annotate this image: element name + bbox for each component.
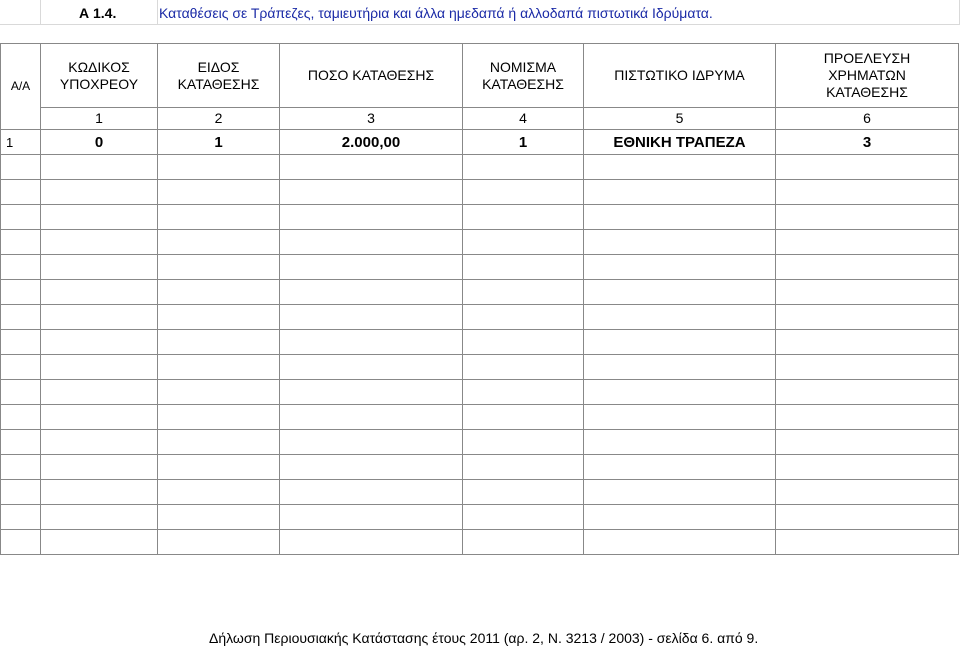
- table-cell: [1, 430, 41, 455]
- table-cell: [1, 380, 41, 405]
- table-cell: [463, 305, 584, 330]
- table-cell: [41, 380, 158, 405]
- table-row: [1, 430, 959, 455]
- table-row: [1, 230, 959, 255]
- table-cell: [776, 430, 959, 455]
- table-cell: [463, 505, 584, 530]
- table-cell: [280, 355, 463, 380]
- table-cell: [776, 305, 959, 330]
- table-cell: [463, 205, 584, 230]
- table-cell: [584, 355, 776, 380]
- table-row: [1, 280, 959, 305]
- table-row: [1, 505, 959, 530]
- table-cell: [776, 280, 959, 305]
- table-cell: [1, 355, 41, 380]
- table-cell: [41, 280, 158, 305]
- table-cell: [776, 505, 959, 530]
- grid-line: [157, 0, 158, 24]
- table-cell: [584, 255, 776, 280]
- table-cell: 1: [1, 130, 41, 155]
- header-deposit-currency-line: ΝΟΜΙΣΜΑ: [489, 58, 557, 75]
- table-cell: [158, 255, 280, 280]
- table-cell: [158, 155, 280, 180]
- table-cell: [584, 505, 776, 530]
- table-cell: [41, 330, 158, 355]
- table-cell: [463, 330, 584, 355]
- table-cell: [158, 455, 280, 480]
- table-cell: [41, 355, 158, 380]
- column-number: 4: [463, 108, 584, 130]
- table-row: [1, 380, 959, 405]
- table-cell: [463, 280, 584, 305]
- table-cell: [463, 355, 584, 380]
- header-credit-institution: [584, 44, 776, 108]
- table-cell: [1, 155, 41, 180]
- table-cell: [158, 430, 280, 455]
- table-cell: [584, 455, 776, 480]
- table-cell: [776, 530, 959, 555]
- table-row: [1, 455, 959, 480]
- table-cell: [584, 405, 776, 430]
- table-cell: [463, 455, 584, 480]
- table-cell: [280, 405, 463, 430]
- table-cell: [41, 155, 158, 180]
- table-cell: [41, 205, 158, 230]
- table-cell: [158, 230, 280, 255]
- table-cell: [1, 505, 41, 530]
- table-cell: [158, 305, 280, 330]
- table-cell: [158, 280, 280, 305]
- table-cell: [776, 380, 959, 405]
- header-deposit-type: [158, 44, 280, 108]
- table-cell: [158, 330, 280, 355]
- table-cell: [1, 205, 41, 230]
- header-deposit-amount: [280, 44, 463, 108]
- table-cell: [584, 230, 776, 255]
- table-cell: [41, 430, 158, 455]
- table-cell: [776, 205, 959, 230]
- header-deposit-currency: [463, 44, 584, 108]
- table-cell: [463, 380, 584, 405]
- table-cell: [776, 155, 959, 180]
- column-number: 2: [158, 108, 280, 130]
- header-credit-institution-line: ΠΙΣΤΩΤΙΚΟ ΙΔΡΥΜΑ: [614, 67, 745, 83]
- table-cell: [776, 230, 959, 255]
- header-obligor-code-line: ΚΩΔΙΚΟΣ: [68, 58, 130, 75]
- table-cell: [463, 155, 584, 180]
- grid-line: [40, 0, 41, 24]
- table-cell: [41, 405, 158, 430]
- table-cell: [41, 530, 158, 555]
- table-cell: [776, 255, 959, 280]
- table-cell: [584, 180, 776, 205]
- table-cell: [1, 255, 41, 280]
- table-cell: [280, 480, 463, 505]
- table-cell: 2.000,00: [280, 130, 463, 155]
- table-cell: [1, 305, 41, 330]
- table-row: [1, 480, 959, 505]
- column-number-row: [1, 108, 959, 130]
- column-number: 3: [280, 108, 463, 130]
- table-cell: [584, 155, 776, 180]
- section-number: Α 1.4.: [79, 5, 117, 21]
- table-cell: 1: [158, 130, 280, 155]
- table-cell: [463, 230, 584, 255]
- table-cell: [463, 480, 584, 505]
- table-cell: [280, 380, 463, 405]
- table-cell: [1, 330, 41, 355]
- header-funds-origin-line: ΠΡΟΕΛΕΥΣΗ: [823, 50, 911, 66]
- table-row: [1, 530, 959, 555]
- table-cell: [584, 480, 776, 505]
- table-cell: [158, 480, 280, 505]
- table-cell: [584, 305, 776, 330]
- header-obligor-code: [41, 44, 158, 108]
- table-cell: [41, 480, 158, 505]
- table-cell: [1, 405, 41, 430]
- table-row: [1, 405, 959, 430]
- header-aa-line: Α/Α: [10, 79, 31, 93]
- table-cell: [280, 530, 463, 555]
- table-cell: [776, 180, 959, 205]
- table-cell: [776, 355, 959, 380]
- table-cell: [158, 505, 280, 530]
- table-cell: [776, 330, 959, 355]
- table-cell: [584, 380, 776, 405]
- table-cell: [280, 205, 463, 230]
- table-cell: [1, 280, 41, 305]
- table-cell: [41, 505, 158, 530]
- page-footer: Δήλωση Περιουσιακής Κατάστασης έτους 2011 (αρ. 2, Ν. 3213 / 2003) - σελίδα 6. από 9.: [209, 630, 759, 646]
- table-cell: [776, 480, 959, 505]
- table-cell: [158, 355, 280, 380]
- table-cell: [1, 530, 41, 555]
- header-deposit-type-line: ΕΙΔΟΣ: [197, 58, 240, 75]
- table-cell: [463, 530, 584, 555]
- table-row: [1, 155, 959, 180]
- table-cell: [584, 430, 776, 455]
- table-row: [1, 330, 959, 355]
- header-obligor-code-line: ΥΠΟΧΡΕΟΥ: [59, 75, 139, 92]
- table-cell: [280, 255, 463, 280]
- table-row: [1, 130, 959, 155]
- table-cell: [280, 180, 463, 205]
- header-deposit-amount-line: ΠΟΣΟ ΚΑΤΑΘΕΣΗΣ: [307, 67, 435, 83]
- table-cell: [463, 430, 584, 455]
- header-funds-origin-line: ΚΑΤΑΘΕΣΗΣ: [826, 84, 908, 100]
- table-cell: [41, 255, 158, 280]
- table-cell: [41, 305, 158, 330]
- column-number: 5: [584, 108, 776, 130]
- table-cell: [41, 180, 158, 205]
- table-row: [1, 205, 959, 230]
- header-funds-origin: [776, 44, 959, 108]
- table-cell: [280, 430, 463, 455]
- table-cell: [280, 280, 463, 305]
- table-cell: [280, 305, 463, 330]
- table-cell: [776, 405, 959, 430]
- table-cell: [280, 505, 463, 530]
- table-cell: [584, 530, 776, 555]
- table-cell: [463, 255, 584, 280]
- table-cell: [41, 230, 158, 255]
- header-funds-origin-line: ΧΡΗΜΑΤΩΝ: [828, 67, 906, 83]
- table-cell: 0: [41, 130, 158, 155]
- header-deposit-currency-line: ΚΑΤΑΘΕΣΗΣ: [482, 75, 564, 92]
- table-cell: [158, 405, 280, 430]
- deposits-table: [0, 43, 959, 555]
- table-cell: ΕΘΝΙΚΗ ΤΡΑΠΕΖΑ: [584, 130, 776, 155]
- table-cell: [463, 180, 584, 205]
- table-cell: [158, 530, 280, 555]
- section-title: Καταθέσεις σε Τράπεζες, ταμιευτήρια και άλλα ημεδαπά ή αλλοδαπά πιστωτικά Ιδρύματα.: [159, 5, 713, 21]
- table-cell: 1: [463, 130, 584, 155]
- table-cell: [776, 455, 959, 480]
- table-cell: 3: [776, 130, 959, 155]
- table-row: [1, 180, 959, 205]
- table-cell: [1, 455, 41, 480]
- table-row: [1, 255, 959, 280]
- table-cell: [584, 330, 776, 355]
- table-cell: [1, 230, 41, 255]
- table-row: [1, 305, 959, 330]
- header-deposit-type-line: ΚΑΤΑΘΕΣΗΣ: [177, 75, 260, 92]
- table-cell: [584, 205, 776, 230]
- column-number: 1: [41, 108, 158, 130]
- table-cell: [463, 405, 584, 430]
- table-cell: [280, 155, 463, 180]
- table-row: [1, 355, 959, 380]
- table-cell: [158, 380, 280, 405]
- table-cell: [1, 480, 41, 505]
- table-header-row: [1, 44, 959, 108]
- table-cell: [158, 180, 280, 205]
- table-cell: [280, 455, 463, 480]
- column-number: 6: [776, 108, 959, 130]
- table-cell: [280, 230, 463, 255]
- header-aa: [1, 44, 41, 130]
- table-cell: [41, 455, 158, 480]
- table-cell: [280, 330, 463, 355]
- table-cell: [1, 180, 41, 205]
- table-cell: [158, 205, 280, 230]
- table-cell: [584, 280, 776, 305]
